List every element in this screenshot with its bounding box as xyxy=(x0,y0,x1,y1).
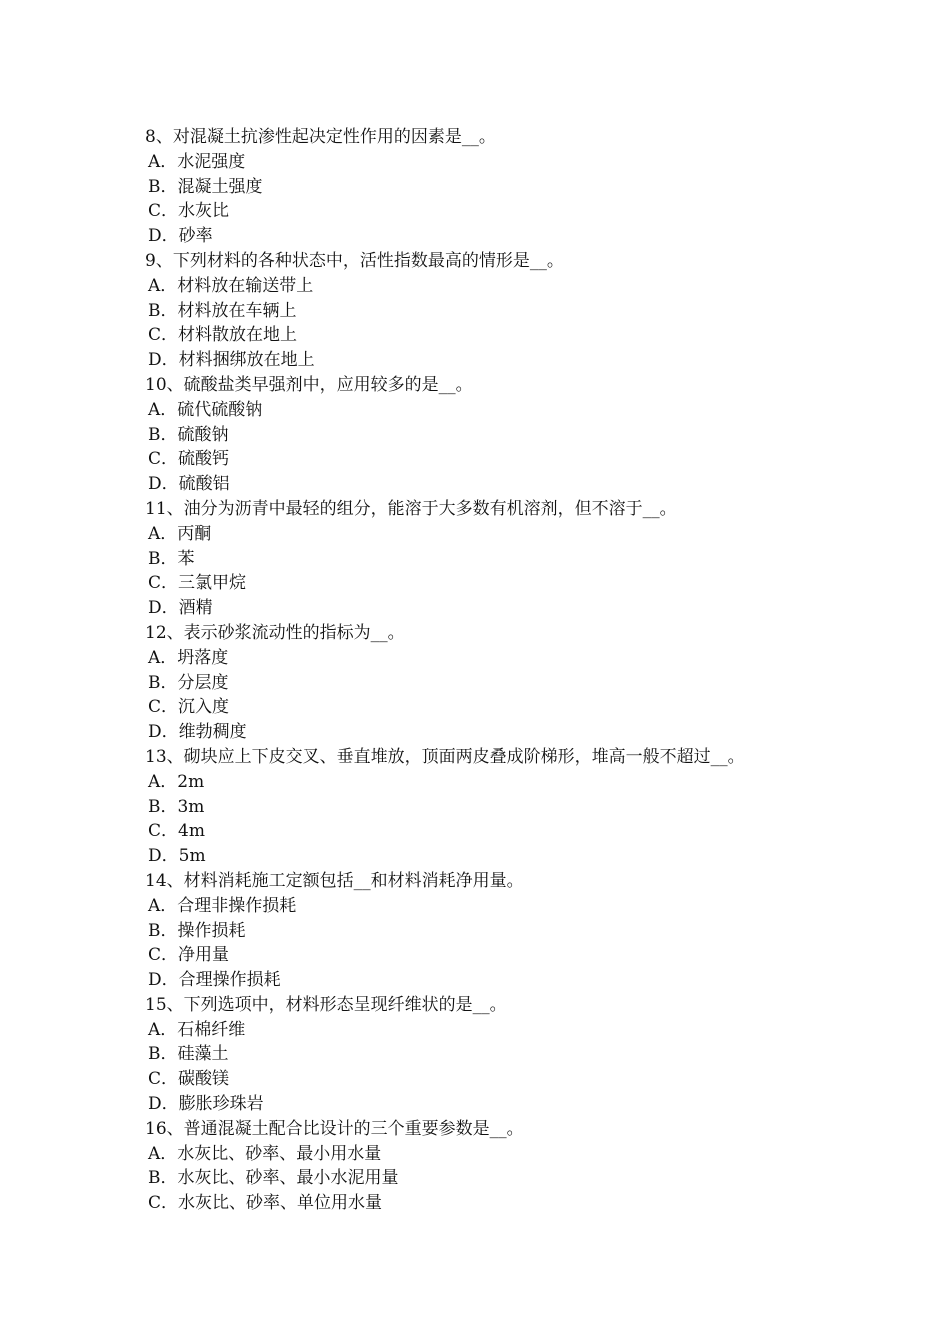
option-b: B．硫酸钠 xyxy=(148,424,229,445)
option-b: B．混凝土强度 xyxy=(148,176,263,197)
option-b: B．3m xyxy=(148,796,205,817)
option-d: D．酒精 xyxy=(148,598,213,619)
option-a: A．水灰比、砂率、最小用水量 xyxy=(148,1143,382,1164)
question-stem: 10、硫酸盐类早强剂中，应用较多的是__。 xyxy=(145,374,473,395)
option-a: A．水泥强度 xyxy=(148,151,246,172)
option-b: B．苯 xyxy=(148,548,195,569)
option-d: D．膨胀珍珠岩 xyxy=(148,1094,264,1115)
question-stem: 11、油分为沥青中最轻的组分，能溶于大多数有机溶剂，但不溶于__。 xyxy=(145,498,677,519)
option-c: C．水灰比 xyxy=(148,201,230,222)
option-d: D．合理操作损耗 xyxy=(148,970,281,991)
option-a: A．坍落度 xyxy=(148,647,229,668)
question-stem: 14、材料消耗施工定额包括__和材料消耗净用量。 xyxy=(145,870,524,891)
question-stem: 13、砌块应上下皮交叉、垂直堆放，顶面两皮叠成阶梯形，堆高一般不超过__。 xyxy=(145,746,745,767)
option-c: C．硫酸钙 xyxy=(148,449,230,470)
option-a: A．石棉纤维 xyxy=(148,1019,246,1040)
option-c: C．材料散放在地上 xyxy=(148,325,298,346)
option-c: C．水灰比、砂率、单位用水量 xyxy=(148,1193,383,1214)
option-d: D．材料捆绑放在地上 xyxy=(148,350,315,371)
option-a: A．材料放在输送带上 xyxy=(148,275,314,296)
option-a: A．2m xyxy=(148,771,205,792)
option-d: D．维勃稠度 xyxy=(148,722,247,743)
option-a: A．硫代硫酸钠 xyxy=(148,399,263,420)
option-c: C．4m xyxy=(148,821,205,842)
question-stem: 16、普通混凝土配合比设计的三个重要参数是__。 xyxy=(145,1118,524,1139)
option-c: C．沉入度 xyxy=(148,697,230,718)
option-a: A．合理非操作损耗 xyxy=(148,895,297,916)
question-stem: 8、对混凝土抗渗性起决定性作用的因素是__。 xyxy=(145,127,496,147)
option-d: D．5m xyxy=(148,846,206,867)
option-c: C．净用量 xyxy=(148,945,230,966)
question-stem: 12、表示砂浆流动性的指标为__。 xyxy=(145,622,405,643)
question-stem: 9、下列材料的各种状态中，活性指数最高的情形是__。 xyxy=(145,250,564,271)
option-b: B．材料放在车辆上 xyxy=(148,300,297,321)
option-b: B．分层度 xyxy=(148,672,229,693)
option-c: C．碳酸镁 xyxy=(148,1069,230,1090)
question-stem: 15、下列选项中，材料形态呈现纤维状的是__。 xyxy=(145,994,507,1015)
option-b: B．硅藻土 xyxy=(148,1044,229,1065)
option-d: D．硫酸铝 xyxy=(148,474,230,495)
option-d: D．砂率 xyxy=(148,226,213,247)
option-b: B．水灰比、砂率、最小水泥用量 xyxy=(148,1168,399,1189)
option-b: B．操作损耗 xyxy=(148,920,246,941)
option-a: A．丙酮 xyxy=(148,523,212,544)
option-c: C．三氯甲烷 xyxy=(148,573,247,594)
question-list xyxy=(145,125,845,1216)
